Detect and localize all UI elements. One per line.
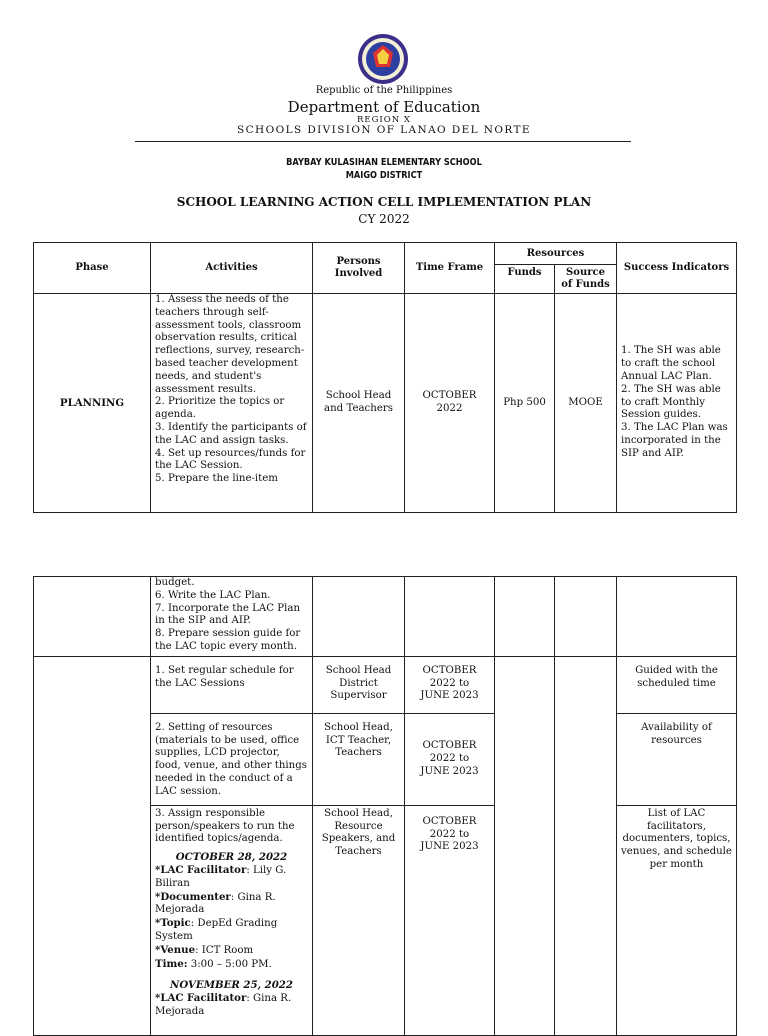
- activities-cell: [151, 805, 313, 1035]
- timeframe-cell: OCTOBER 2022: [405, 294, 495, 513]
- session-documenter: [155, 891, 308, 918]
- timeframe-cell: OCTOBER 2022 to JUNE 2023: [405, 713, 495, 805]
- persons-cell-empty: [313, 577, 405, 657]
- facilitator-value: : Lily G. Biliran: [155, 864, 287, 889]
- session-facilitator: [155, 992, 308, 1019]
- col-indicators: Success Indicators: [617, 243, 737, 294]
- republic-line: Republic of the Philippines: [315, 85, 453, 96]
- col-funds: Funds: [495, 265, 555, 294]
- topic-label: *Topic: [155, 917, 191, 930]
- facilitator-label: *LAC Facilitator: [155, 863, 247, 876]
- document-title: SCHOOL LEARNING ACTION CELL IMPLEMENTATION PLAN: [176, 195, 592, 209]
- activities-cell: 1. Set regular schedule for the LAC Sessions: [151, 656, 313, 713]
- session-facilitator: [155, 864, 308, 891]
- session-topic: [155, 917, 308, 944]
- venue-label: *Venue: [155, 943, 196, 956]
- division-line: SCHOOLS DIVISION OF LANAO DEL NORTE: [237, 124, 531, 136]
- session-date: OCTOBER 28, 2022: [175, 851, 288, 864]
- col-persons: Persons Involved: [313, 243, 405, 294]
- table-row: [34, 577, 737, 657]
- source-cell-empty: [555, 656, 617, 1035]
- activity-text: 3. Assign responsible person/speakers to run the identified topics/agenda.: [155, 807, 295, 845]
- venue-value: : ICT Room: [195, 944, 254, 956]
- indicators-cell-empty: [617, 577, 737, 657]
- plan-table-page2: [33, 576, 737, 1036]
- indicators-cell: 1. The SH was able to craft the school Annual LAC Plan. 2. The SH was able to craft Monthly Session guides. 3. The LAC Plan was incorporated in the SIP and AIP.: [617, 294, 737, 513]
- documenter-value: : Gina R. Mejorada: [155, 891, 276, 916]
- school-name: BAYBAY KULASIHAN ELEMENTARY SCHOOL: [286, 157, 482, 168]
- persons-cell: School Head and Teachers: [313, 294, 405, 513]
- source-cell: MOOE: [555, 294, 617, 513]
- funds-cell-empty: [495, 656, 555, 1035]
- phase-cell-empty: [34, 656, 151, 1035]
- indicators-cell: Guided with the scheduled time: [617, 656, 737, 713]
- indicators-cell: List of LAC facilitators, documenters, topics, venues, and schedule per month: [617, 805, 737, 1035]
- phase-planning: PLANNING: [34, 294, 151, 513]
- calendar-year: CY 2022: [358, 212, 410, 226]
- topic-value: : DepEd Grading System: [155, 918, 278, 942]
- indicators-cell: Availability of resources: [617, 713, 737, 805]
- department-title: Department of Education: [287, 98, 481, 116]
- col-phase: Phase: [34, 243, 151, 294]
- activities-cell: 1. Assess the needs of the teachers through self-assessment tools, classroom observation results, critical reflections, survey, research-based teacher development needs, and student's assessment results. 2. Prioritize the topics or agenda. 3. Identify the participants of the LAC and assign tasks. 4. Set up resources/funds for the LAC Session. 5. Prepare the line-item: [151, 294, 313, 513]
- timeframe-cell: OCTOBER 2022 to JUNE 2023: [405, 656, 495, 713]
- facilitator-label: *LAC Facilitator: [155, 992, 247, 1005]
- table-row: [34, 294, 737, 513]
- plan-table-page1: [33, 242, 737, 513]
- facilitator-value: : Gina R. Mejorada: [155, 993, 292, 1017]
- region-line: REGION X: [357, 115, 411, 125]
- deped-seal-logo: [357, 33, 409, 85]
- col-activities: Activities: [151, 243, 313, 294]
- session-date: NOVEMBER 25, 2022: [170, 979, 293, 992]
- timeframe-cell-empty: [405, 577, 495, 657]
- persons-cell: School Head District Supervisor: [313, 656, 405, 713]
- activities-cell: budget. 6. Write the LAC Plan. 7. Incorporate the LAC Plan in the SIP and AIP. 8. Prepare session guide for the LAC topic every month.: [151, 577, 313, 657]
- time-label: Time:: [155, 957, 188, 970]
- col-source: Source of Funds: [555, 265, 617, 294]
- phase-cell-empty: [34, 577, 151, 657]
- header-divider: [135, 141, 631, 142]
- funds-cell: Php 500: [495, 294, 555, 513]
- session-time: [155, 958, 308, 972]
- persons-cell: School Head, Resource Speakers, and Teachers: [313, 805, 405, 1035]
- timeframe-cell: OCTOBER 2022 to JUNE 2023: [405, 805, 495, 1035]
- activities-cell: 2. Setting of resources (materials to be used, office supplies, LCD projector, food, venue, and other things needed in the conduct of a LAC session.: [151, 713, 313, 805]
- col-timeframe: Time Frame: [405, 243, 495, 294]
- funds-cell-empty: [495, 577, 555, 657]
- session-venue: [155, 944, 308, 958]
- time-value: 3:00 – 5:00 PM.: [187, 958, 272, 970]
- table-row: [34, 656, 737, 713]
- documenter-label: *Documenter: [155, 890, 231, 903]
- col-resources: Resources: [495, 243, 617, 265]
- district-name: MAIGO DISTRICT: [345, 170, 423, 181]
- source-cell-empty: [555, 577, 617, 657]
- persons-cell: School Head, ICT Teacher, Teachers: [313, 713, 405, 805]
